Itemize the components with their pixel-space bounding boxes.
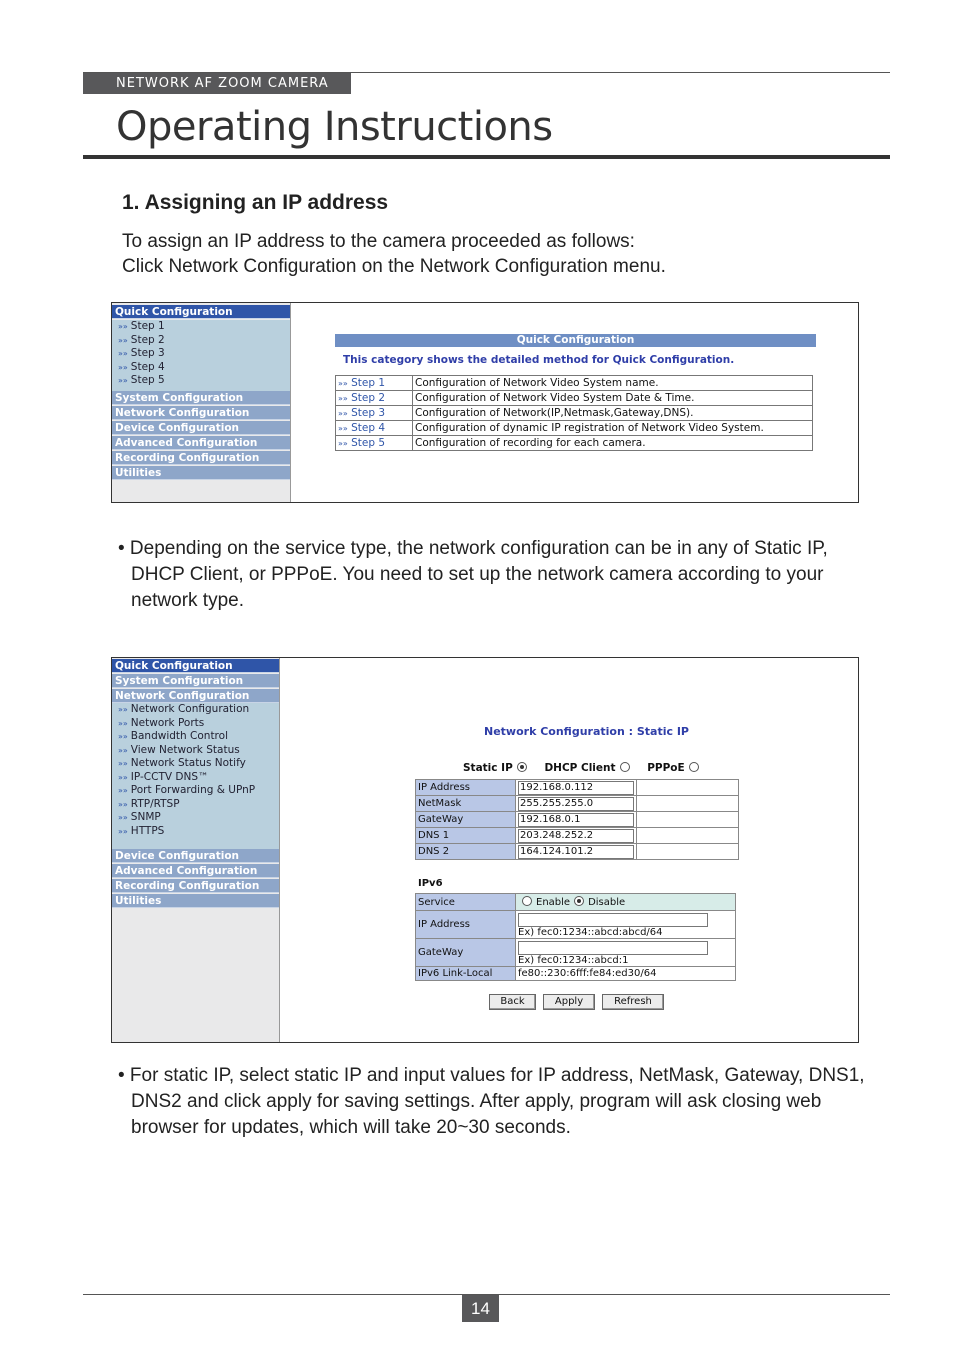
step-link[interactable] — [336, 421, 413, 436]
intro-text — [122, 229, 666, 279]
dns1-field[interactable]: 203.248.252.2 — [518, 829, 634, 843]
sidebar-item-recording-configuration[interactable]: Recording Configuration — [112, 451, 290, 465]
double-chevron-icon: »» — [118, 732, 128, 741]
sidebar-network-item[interactable] — [112, 717, 279, 731]
ipv6-gateway-input[interactable] — [518, 941, 708, 955]
double-chevron-icon: »» — [118, 335, 128, 345]
page-number: 14 — [462, 1295, 499, 1322]
ipv6-ip-hint: Ex) fec0:1234::abcd:abcd/64 — [518, 927, 663, 938]
step-link-label: Step 1 — [351, 377, 386, 389]
apply-button[interactable]: Apply — [543, 994, 595, 1010]
double-chevron-icon: »» — [118, 705, 128, 714]
sidebar-item-quick-configuration[interactable]: Quick Configuration — [112, 305, 290, 319]
sidebar — [112, 658, 280, 1042]
ipv6-ip-label: IP Address — [416, 911, 516, 939]
double-chevron-icon: »» — [338, 394, 348, 403]
quick-config-screenshot — [111, 302, 859, 503]
double-chevron-icon: »» — [118, 826, 128, 836]
intro-line-2: Click Network Configuration on the Network Configuration menu. — [122, 256, 666, 277]
double-chevron-icon: »» — [338, 379, 348, 388]
double-chevron-icon: »» — [118, 718, 128, 728]
sidebar-step[interactable] — [112, 334, 290, 348]
sidebar-network-item-label: HTTPS — [130, 824, 165, 837]
sidebar-network-item-label: Network Ports — [130, 716, 205, 729]
ipv6-ip-input[interactable] — [518, 913, 708, 927]
ipv6-label: IPv6 — [418, 878, 443, 889]
ipv6-linklocal-label: IPv6 Link-Local — [416, 967, 516, 981]
table-row — [416, 812, 739, 828]
ip-address-field[interactable]: 192.168.0.112 — [518, 781, 634, 795]
table-row — [416, 967, 736, 981]
sidebar-step[interactable] — [112, 320, 290, 334]
table-row — [416, 894, 736, 911]
sidebar-item-device-configuration[interactable]: Device Configuration — [112, 849, 279, 863]
refresh-button[interactable]: Refresh — [602, 994, 664, 1010]
field-label: DNS 1 — [416, 828, 516, 844]
ipv6-disable-radio[interactable] — [574, 896, 584, 906]
quick-config-description: This category shows the detailed method for Quick Configuration. — [343, 354, 735, 366]
sidebar-network-item[interactable] — [112, 730, 279, 744]
ipv6-gateway-hint: Ex) fec0:1234::abcd:1 — [518, 955, 629, 966]
sidebar-network-item[interactable] — [112, 811, 279, 825]
step-link-label: Step 5 — [351, 437, 386, 449]
double-chevron-icon: »» — [118, 813, 128, 822]
table-row — [336, 406, 813, 421]
step-link[interactable] — [336, 391, 413, 406]
sidebar-network-item[interactable] — [112, 744, 279, 758]
dhcp-client-radio[interactable] — [620, 762, 630, 772]
back-button[interactable]: Back — [489, 994, 536, 1010]
double-chevron-icon: »» — [338, 409, 348, 418]
sidebar-network-item[interactable] — [112, 771, 279, 785]
sidebar-step-label: Step 4 — [130, 360, 165, 373]
double-chevron-icon: »» — [118, 745, 128, 755]
double-chevron-icon: »» — [118, 322, 128, 331]
static-ip-radio[interactable] — [517, 762, 527, 772]
network-config-title: Network Configuration : Static IP — [484, 725, 689, 738]
sidebar-network-item[interactable] — [112, 825, 279, 839]
field-label: DNS 2 — [416, 844, 516, 860]
bullet-service-type: • Depending on the service type, the network configuration can be in any of Static IP, DHCP Client, or PPPoE. You need to set up the network camera according to your network type. — [118, 538, 828, 611]
dhcp-client-label: DHCP Client — [544, 762, 616, 774]
double-chevron-icon: »» — [118, 759, 128, 768]
sidebar-item-network-configuration[interactable]: Network Configuration — [112, 689, 279, 703]
table-row — [416, 844, 739, 860]
mode-selector — [463, 762, 703, 774]
double-chevron-icon: »» — [118, 786, 128, 795]
sidebar-step[interactable] — [112, 347, 290, 361]
ipv6-disable-label: Disable — [588, 897, 626, 908]
ipv6-gateway-label: GateWay — [416, 939, 516, 967]
gateway-field[interactable]: 192.168.0.1 — [518, 813, 634, 827]
sidebar-network-item-label: Port Forwarding & UPnP — [130, 784, 256, 796]
step-link[interactable] — [336, 436, 413, 451]
sidebar-item-device-configuration[interactable]: Device Configuration — [112, 421, 290, 435]
step-link[interactable] — [336, 406, 413, 421]
table-row — [416, 796, 739, 812]
ipv6-table — [415, 893, 736, 981]
sidebar-item-quick-configuration[interactable]: Quick Configuration — [112, 659, 279, 673]
sidebar-item-utilities[interactable]: Utilities — [112, 466, 290, 480]
double-chevron-icon: »» — [338, 424, 348, 433]
sidebar-step[interactable] — [112, 374, 290, 388]
pppoe-radio[interactable] — [689, 762, 699, 772]
step-description: Configuration of dynamic IP registration of Network Video System. — [413, 421, 813, 436]
ipv6-linklocal-value: fe80::230:6fff:fe84:ed30/64 — [516, 967, 736, 981]
sidebar-item-recording-configuration[interactable]: Recording Configuration — [112, 879, 279, 893]
step-link-label: Step 2 — [351, 392, 386, 404]
table-row — [416, 939, 736, 967]
step-description: Configuration of Network Video System name. — [413, 376, 813, 391]
quick-config-title: Quick Configuration — [335, 334, 816, 347]
title-rule — [83, 155, 890, 159]
service-label: Service — [416, 894, 516, 911]
table-row — [336, 391, 813, 406]
table-row — [416, 828, 739, 844]
table-row — [336, 421, 813, 436]
double-chevron-icon: »» — [118, 376, 128, 385]
sidebar-network-item-label: IP-CCTV DNS™ — [130, 770, 209, 783]
step-description: Configuration of Network Video System Date & Time. — [413, 391, 813, 406]
intro-line-1: To assign an IP address to the camera proceeded as follows: — [122, 231, 635, 252]
ipv6-enable-label: Enable — [536, 897, 571, 908]
double-chevron-icon: »» — [118, 772, 128, 782]
sidebar-step[interactable] — [112, 361, 290, 375]
table-row — [336, 436, 813, 451]
sidebar-network-item-label: RTP/RTSP — [130, 797, 180, 810]
step-description: Configuration of recording for each camera. — [413, 436, 813, 451]
sidebar-network-item[interactable] — [112, 757, 279, 771]
dns2-field[interactable]: 164.124.101.2 — [518, 845, 634, 859]
field-label: NetMask — [416, 796, 516, 812]
sidebar-network-item[interactable] — [112, 784, 279, 798]
sidebar-step-label: Step 2 — [130, 333, 165, 346]
sidebar-network-item[interactable] — [112, 798, 279, 812]
sidebar-step-label: Step 1 — [130, 320, 165, 332]
sidebar-item-advanced-configuration[interactable]: Advanced Configuration — [112, 864, 279, 878]
sidebar-network-item-label: Network Status Notify — [130, 757, 246, 769]
network-config-screenshot — [111, 657, 859, 1043]
sidebar-network-item-label: Network Configuration — [130, 703, 250, 715]
double-chevron-icon: »» — [338, 439, 348, 448]
page-title: Operating Instructions — [116, 104, 553, 150]
sidebar-network-item-label: SNMP — [130, 811, 161, 823]
header-tag: NETWORK AF ZOOM CAMERA — [83, 73, 351, 94]
table-row — [336, 376, 813, 391]
sidebar-item-system-configuration[interactable]: System Configuration — [112, 674, 279, 688]
table-row — [416, 780, 739, 796]
netmask-field[interactable]: 255.255.255.0 — [518, 797, 634, 811]
sidebar-item-utilities[interactable]: Utilities — [112, 894, 279, 908]
sidebar-steps — [112, 320, 290, 391]
bullet-static-ip: • For static IP, select static IP and input values for IP address, NetMask, Gateway, DNS1, DNS2 and click apply for saving settings. After apply, program will ask closing web browser for updates, which will take 20~30 seconds. — [118, 1065, 865, 1138]
step-description: Configuration of Network(IP,Netmask,Gateway,DNS). — [413, 406, 813, 421]
pppoe-label: PPPoE — [647, 762, 685, 774]
sidebar-network-item-label: View Network Status — [130, 743, 240, 756]
sidebar-network-item-label: Bandwidth Control — [130, 730, 228, 742]
sidebar-step-label: Step 5 — [130, 374, 165, 386]
section-heading: 1. Assigning an IP address — [122, 191, 389, 214]
sidebar-step-label: Step 3 — [130, 347, 165, 359]
step-link-label: Step 4 — [351, 422, 386, 434]
ipv6-enable-radio[interactable] — [522, 896, 532, 906]
step-link-label: Step 3 — [351, 407, 386, 419]
double-chevron-icon: »» — [118, 362, 128, 372]
sidebar-item-system-configuration[interactable]: System Configuration — [112, 391, 290, 405]
table-row — [416, 911, 736, 939]
sidebar-item-advanced-configuration[interactable]: Advanced Configuration — [112, 436, 290, 450]
sidebar-item-network-configuration[interactable]: Network Configuration — [112, 406, 290, 420]
field-label: IP Address — [416, 780, 516, 796]
quick-config-steps-table — [335, 375, 813, 451]
sidebar-network-items — [112, 703, 279, 849]
static-ip-table — [415, 779, 739, 860]
sidebar — [112, 303, 291, 502]
double-chevron-icon: »» — [118, 799, 128, 809]
step-link[interactable] — [336, 376, 413, 391]
double-chevron-icon: »» — [118, 349, 128, 358]
field-label: GateWay — [416, 812, 516, 828]
static-ip-label: Static IP — [463, 762, 513, 774]
sidebar-network-item[interactable] — [112, 703, 279, 717]
